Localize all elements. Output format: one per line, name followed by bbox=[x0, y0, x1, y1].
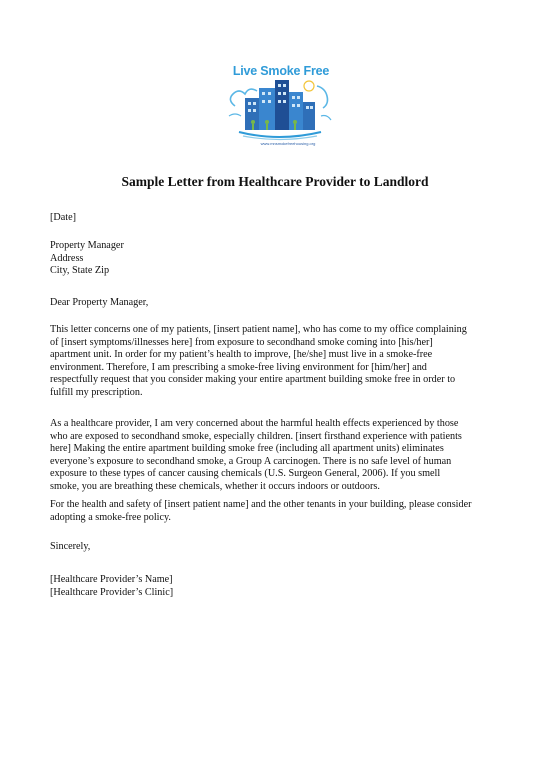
paragraph-line: fulfill my prescription. bbox=[50, 386, 143, 398]
closing: Sincerely, bbox=[50, 541, 91, 552]
address-line: Property Manager bbox=[50, 240, 124, 251]
paragraph-line: apartment unit. In order for my patient’s health to improve, [he/she] must live in a smoke-free bbox=[50, 349, 433, 361]
paragraph-line: This letter concerns one of my patients, [insert patient name], who has come to my office complaining bbox=[50, 324, 467, 335]
body-paragraph-3 bbox=[50, 499, 510, 524]
recipient-address bbox=[50, 240, 510, 278]
paragraph-line: environment. Therefore, I am prescribing a smoke-free living environment for [him/her] and bbox=[50, 361, 427, 373]
signature-block bbox=[50, 574, 510, 599]
paragraph-line: of [insert symptoms/illnesses here] from exposure to secondhand smoke coming into [his/her] bbox=[50, 336, 433, 348]
paragraph-line: who are exposed to secondhand smoke, especially children. [insert firsthand experience with patients bbox=[50, 430, 462, 442]
live-smoke-free-logo bbox=[225, 64, 337, 158]
address-line: Address bbox=[50, 252, 84, 264]
address-line: City, State Zip bbox=[50, 265, 110, 277]
paragraph-line: For the health and safety of [insert patient name] and the other tenants in your building, please consider bbox=[50, 499, 472, 510]
paragraph-line: respectfully request that you consider making your entire apartment building smoke free in order to bbox=[50, 374, 456, 386]
paragraph-line: adopting a smoke-free policy. bbox=[50, 511, 171, 523]
paragraph-line: everyone’s exposure to secondhand smoke, a Group A carcinogen. There is no safe level of human bbox=[50, 455, 452, 467]
paragraph-line: As a healthcare provider, I am very concerned about the harmful health effects experienced by those bbox=[50, 418, 459, 429]
body-paragraph-1 bbox=[50, 324, 510, 400]
paragraph-line: here] Making the entire apartment building smoke free (including all apartment units) eliminates bbox=[50, 443, 444, 455]
paragraph-line: smoke, you are breathing these chemicals, whether it occurs indoors or outdoors. bbox=[50, 480, 380, 492]
provider-name-placeholder: [Healthcare Provider’s Name] bbox=[50, 574, 173, 585]
paragraph-line: exposure to these types of cancer causing chemicals (U.S. Surgeon General, 2006). If you smell bbox=[50, 468, 441, 480]
body-paragraph-2 bbox=[50, 418, 510, 494]
logo-url: www.mnsmokefreehousing.org bbox=[260, 141, 316, 146]
date-placeholder: [Date] bbox=[50, 212, 77, 223]
letter-title: Sample Letter from Healthcare Provider to Landlord bbox=[121, 174, 429, 189]
logo-title: Live Smoke Free bbox=[232, 64, 330, 78]
city-buildings-icon bbox=[225, 76, 337, 142]
salutation: Dear Property Manager, bbox=[50, 297, 149, 308]
provider-clinic-placeholder: [Healthcare Provider’s Clinic] bbox=[50, 586, 174, 598]
